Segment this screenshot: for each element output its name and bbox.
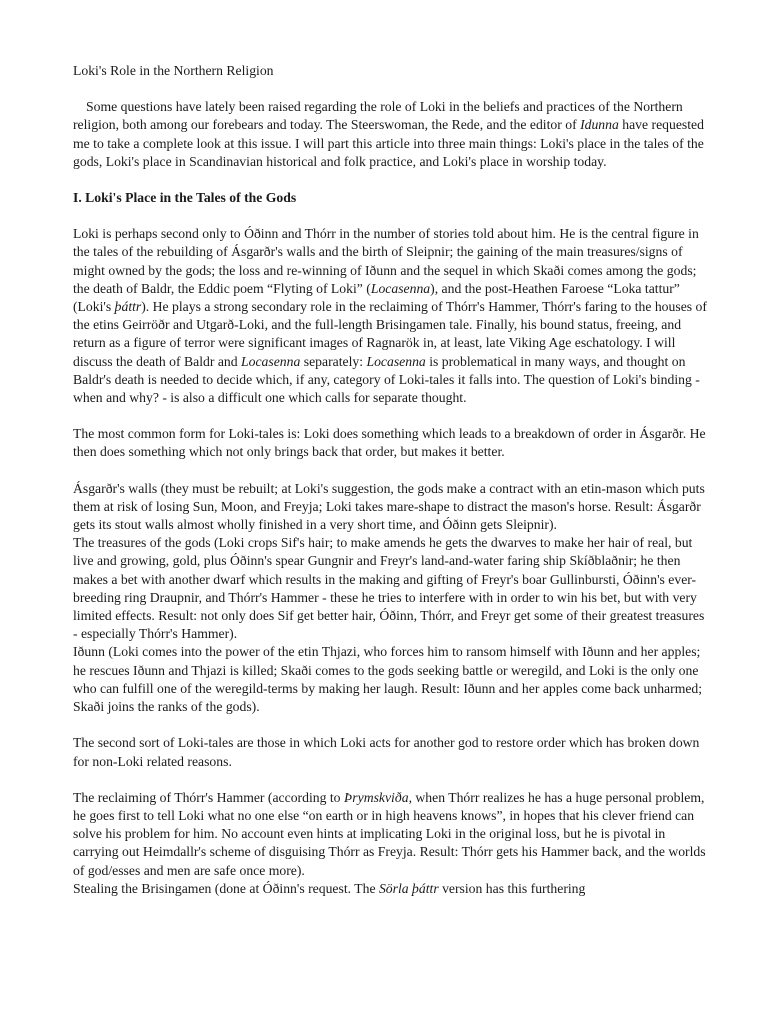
paragraph-treasures: The treasures of the gods (Loki crops Sif's hair; to make amends he gets the dwarves to make her hair of real, but live and growing, gold, plus Óðinn's spear Gungnir and Freyr's land-and-water faring ship Skíðblaðnir; he then makes a bet with another dwarf which results in the making and gifting of Freyr's boar Gullinbursti, Óðinn's ever-breeding ring Draupnir, and Thórr's Hammer - these he tries to interfere with in order to win his bet, but with very limited effects. Result: not only does Sif get better hair, Óðinn, Thórr, and Freyr get some of their greatest treasures - especially Thórr's Hammer). xyxy=(73,535,705,642)
document-page xyxy=(73,62,709,898)
italic-run: Locasenna xyxy=(366,353,426,369)
paragraph-brisingamen: Stealing the Brisingamen (done at Óðinn's request. The Sörla þáttr version has this furthering xyxy=(73,880,586,896)
paragraph-hammer: The reclaiming of Thórr's Hammer (according to Þrymskviða, when Thórr realizes he has a huge personal problem, he goes first to tell Loki what no one else “on earth or in high heavens knows”, in hopes that his clever friend can solve his problem for him. No account even hints at implicating Loki in the original loss, but he is pivotal in carrying out Heimdallr's scheme of disguising Thórr as Freyja. Result: Thórr gets his Hammer back, and the worlds of god/esses and men are safe once more). xyxy=(73,789,706,878)
italic-run: Locasenna xyxy=(241,353,301,369)
paragraph-common-form: The most common form for Loki-tales is: Loki does something which leads to a breakdown of order in Ásgarðr. He then does something which not only brings back that order, but makes it better. xyxy=(73,426,706,460)
paragraph-second-sort: The second sort of Loki-tales are those in which Loki acts for another god to restore order which has broken down for non-Loki related reasons. xyxy=(73,735,700,769)
italic-run: Þrymskviða xyxy=(343,789,409,805)
italic-run: þáttr xyxy=(114,299,142,315)
italic-run: Locasenna xyxy=(370,280,431,296)
intro-paragraph: Some questions have lately been raised regarding the role of Loki in the beliefs and practices of the Northern religion, both among our forebears and today. The Steerswoman, the Rede, and the editor of Idunna have requested me to take a complete look at this issue. I will part this article into three main things: Loki's place in the tales of the gods, Loki's place in Scandinavian historical and folk practice, and Loki's place in worship today. xyxy=(73,99,704,169)
paragraph-asgard-walls: Ásgarðr's walls (they must be rebuilt; at Loki's suggestion, the gods make a contract with an etin-mason which puts them at risk of losing Sun, Moon, and Freyja; Loki takes mare-shape to distract the mason's horse. Result: Ásgarðr gets its stout walls almost wholly finished in a very short time, and Óðinn gets Sleipnir). xyxy=(73,480,705,533)
section-heading: I. Loki's Place in the Tales of the Gods xyxy=(73,190,297,206)
italic-run: Idunna xyxy=(580,117,619,133)
paragraph-idunn: Iðunn (Loki comes into the power of the etin Thjazi, who forces him to ransom himself with Iðunn and her apples; he rescues Iðunn and Thjazi is killed; Skaði comes to the gods seeking battle or weregild, and Loki is the only one who can fulfill one of the weregild-terms by making her laugh. Result: Iðunn and her apples come back unharmed; Skaði joins the ranks of the gods). xyxy=(73,644,703,715)
article-title: Loki's Role in the Northern Religion xyxy=(73,63,274,78)
paragraph-loki-stories: Loki is perhaps second only to Óðinn and Thórr in the number of stories told about him. He is the central figure in the tales of the rebuilding of Ásgarðr's walls and the birth of Sleipnir; the gaining of the main treasures/signs of might owned by the gods; the loss and re-winning of Iðunn and the sequel in which Skaði comes among the gods; the death of Baldr, the Eddic poem “Flyting of Loki” (Locasenna), and the post-Heathen Faroese “Loka tattur” (Loki's þáttr). He plays a strong secondary role in the reclaiming of Thórr's Hammer, Thórr's faring to the houses of the etins Geirröðr and Utgarð-Loki, and the full-length Brisingamen tale. Finally, his bound status, freeing, and return as a figure of terror were significant images of Ragnarök in, at least, late Viking Age eschatology. I will discuss the death of Baldr and Locasenna separately: Locasenna is problematical in many ways, and thought on Baldr's death is needed to decide which, if any, category of Loki-tales it falls into. The question of Loki's binding - when and why? - is also a difficult one which calls for separate thought. xyxy=(73,226,707,406)
italic-run: Sörla þáttr xyxy=(378,880,439,896)
